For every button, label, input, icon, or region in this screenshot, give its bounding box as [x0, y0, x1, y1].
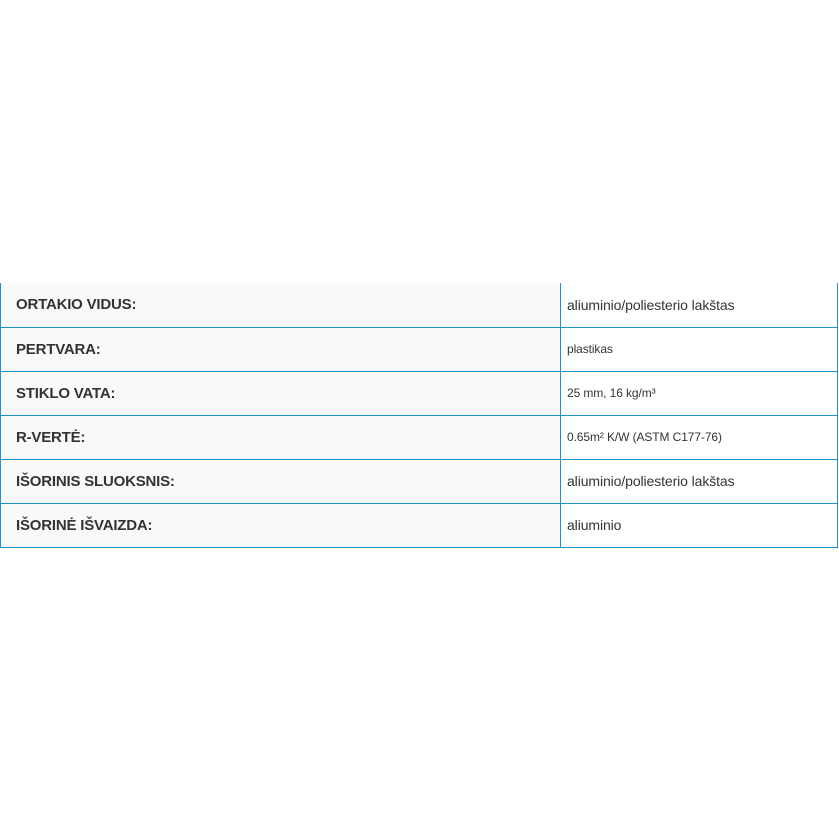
spec-value-isorinis-sluoksnis: aliuminio/poliesterio lakštas — [561, 459, 838, 503]
table-row — [1, 415, 838, 459]
spec-value-r-verte: 0.65m² K/W (ASTM C177-76) — [561, 415, 838, 459]
spec-label-ortakio-vidus: ORTAKIO VIDUS: — [1, 283, 561, 327]
spec-label-isorine-isvaizda: IŠORINĖ IŠVAIZDA: — [1, 503, 561, 547]
spec-value-pertvara: plastikas — [561, 327, 838, 371]
spec-value-isorine-isvaizda: aliuminio — [561, 503, 838, 547]
spec-label-pertvara: PERTVARA: — [1, 327, 561, 371]
table-row — [1, 327, 838, 371]
table-row — [1, 503, 838, 547]
table-row — [1, 371, 838, 415]
spec-value-ortakio-vidus: aliuminio/poliesterio lakštas — [561, 283, 838, 327]
table-row — [1, 459, 838, 503]
spec-label-stiklo-vata: STIKLO VATA: — [1, 371, 561, 415]
spec-label-isorinis-sluoksnis: IŠORINIS SLUOKSNIS: — [1, 459, 561, 503]
table-row — [1, 283, 838, 327]
spec-value-stiklo-vata: 25 mm, 16 kg/m³ — [561, 371, 838, 415]
specifications-table — [0, 283, 838, 548]
spec-label-r-verte: R-VERTĖ: — [1, 415, 561, 459]
